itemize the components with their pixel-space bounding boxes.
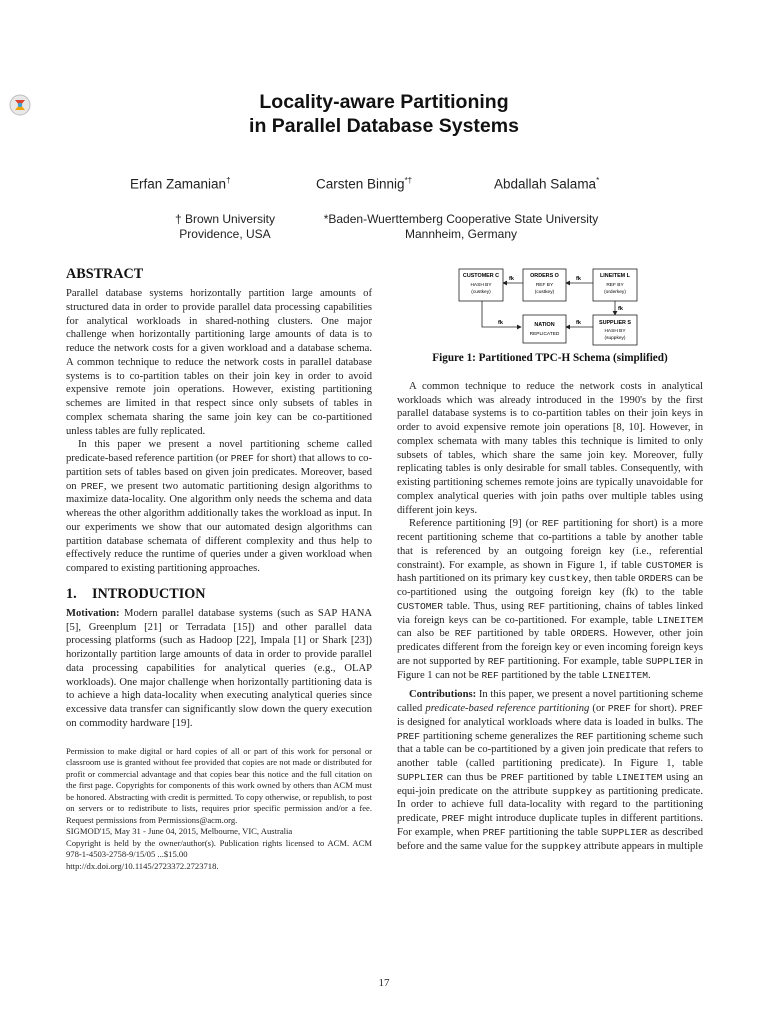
text-run: partitioning scheme such that a table can be co-partitioned by a given join predicate that refers to another table (called partitioning predicate). In Figure 1, table — [397, 730, 704, 769]
edge-label: fk — [618, 306, 623, 312]
left-column — [66, 265, 372, 872]
code-term: PREF — [80, 480, 104, 492]
edge-label: fk — [498, 320, 503, 326]
code-term: suppkey — [540, 840, 582, 852]
box-key: (custkey) — [471, 290, 491, 295]
text-run: might introduce duplicate tuples in different partitions. For example, when — [397, 813, 703, 838]
text-run: as described before and the same value for the — [397, 826, 704, 852]
affiliation-brown — [160, 212, 290, 242]
code-term: PREF — [482, 826, 506, 838]
title-line-2: in Parallel Database Systems — [249, 115, 519, 137]
text-run: in Figure 1 can not be — [397, 655, 704, 681]
text-run: is designed for analytical workloads where data is loaded in bulks. The — [397, 716, 703, 728]
text-run: attribute appears in multiple — [581, 840, 703, 852]
abstract-paragraph-2 — [66, 438, 372, 576]
crossmark-icon — [6, 94, 34, 128]
code-term: REF — [454, 628, 473, 640]
right-paragraph-1: A common technique to reduce the network costs in analytical workloads which was already introduced in the 1990's by the first parallel database systems is to co-partition tables on their join keys in order to avoid expensive remote join operations [8, 10]. However, in complex schemata with many tables this technique is limited to only subsets of tables, which share the same join key. Moreover, fully replicating tables is only desirable for small tables. Consequently, with existing partitioning schemes remote joins are typically unavoidable for complex analytical queries with join paths over multiple tables using different join keys. — [397, 380, 703, 516]
text-run: In this paper, we present a novel partitioning scheme called — [397, 689, 703, 714]
code-term: REF — [481, 669, 499, 681]
code-term: SUPPLIER — [645, 655, 692, 667]
box-rule: REPLICATED — [529, 332, 560, 337]
run-in-heading: Motivation: — [66, 607, 120, 619]
affiliation-line: *Baden-Wuerttemberg Cooperative State University — [323, 212, 599, 226]
author-name: Erfan Zamanian — [130, 176, 227, 192]
code-term: LINEITEM — [601, 669, 649, 681]
text-run: In this paper we present a novel partitioning scheme called predicate-based reference partition (or — [66, 439, 372, 464]
text-run: partitioned by the table — [498, 669, 602, 681]
code-term: LINEITEM — [616, 771, 663, 783]
text-run: partitioning, chains of tables linked via foreign keys can be co-partitioned. For example, table — [397, 600, 703, 626]
edge-label: fk — [576, 320, 581, 326]
section-title: INTRODUCTION — [92, 585, 206, 602]
text-run: as partitioning predicate. In order to achieve full data-locality with regard to the partitioning predicate, — [397, 785, 703, 824]
edge-label: fk — [576, 276, 581, 282]
code-term: REF — [487, 655, 505, 667]
author-2 — [316, 176, 412, 192]
box-lineitem — [593, 269, 637, 301]
text-run: (or — [589, 703, 608, 714]
author-mark: * — [596, 176, 600, 185]
check-for-updates-badge[interactable] — [6, 94, 34, 128]
author-name: Abdallah Salama — [494, 176, 597, 192]
code-term: REF — [541, 518, 560, 530]
text-run: partitioning for short) is a more recent partitioning scheme that co-partitions a table by another table that is referenced by an outgoing foreign key (i.e., referential constraint). For example, as shown in Figure 1, if table — [397, 518, 703, 571]
box-rule: REF BY — [606, 283, 624, 288]
abstract-heading: ABSTRACT — [66, 266, 144, 282]
introduction-heading — [66, 585, 372, 603]
box-title: LINEITEM L — [600, 273, 630, 279]
intro-paragraph-1 — [66, 607, 372, 731]
box-title: SUPPLIER S — [598, 320, 632, 326]
section-number: 1. — [66, 585, 77, 602]
code-term: PREF — [397, 730, 421, 742]
schema-diagram — [397, 268, 703, 350]
box-key: (custkey) — [534, 290, 555, 295]
author-name: Carsten Binnig — [316, 176, 405, 192]
code-term: suppkey — [551, 785, 592, 797]
author-mark: † — [226, 176, 231, 185]
code-term: CUSTOMER — [397, 600, 444, 612]
text-run: partitioned by table — [523, 771, 617, 783]
abstract-paragraph-1: Parallel database systems horizontally partition large amounts of structured data in order to provide parallel data processing capabilities for analytical workloads in shared-nothing clusters. One major challenge when horizontally partitioning large amounts of data is to reduce the network costs for a given workload and a database schema. A common technique to reduce the network costs in parallel database systems is to co-partition tables on their join key in order to avoid expensive remote join operations. However, existing partitioning schemes are limited in that respect since only subsets of tables in complex schemata sharing the same join key can be co-partitioned unless tables are fully replicated. — [66, 288, 372, 437]
footnote-venue: SIGMOD'15, May 31 - June 04, 2015, Melbourne, VIC, Australia — [66, 826, 293, 836]
page-number: 17 — [378, 977, 390, 989]
text-run: partitioning the table — [505, 826, 602, 838]
code-term: LINEITEM — [656, 614, 703, 626]
box-key: (orderkey) — [604, 290, 626, 295]
code-term: SUPPLIER — [601, 826, 648, 838]
author-3 — [494, 176, 599, 192]
box-supplier — [593, 315, 637, 345]
text-run: , we present two automatic partitioning design algorithms to maximize data-locality. One algorithm only needs the schema and data whereas the other algorithm additionally takes the workload as input. In our experiments we show that our automated design algorithms can partition database schemata of different complexity and thus help to effectively reduce the runtime of queries under a given workload when compared to existing partitioning approaches. — [66, 480, 372, 574]
code-term: REF — [576, 730, 594, 742]
right-paragraph-2 — [397, 517, 703, 682]
text-run: can be co-partitioned using the outgoing foreign key (fk) to the table — [397, 573, 704, 598]
permission-footnote — [66, 746, 372, 873]
code-term: PREF — [679, 703, 703, 714]
text-run: for short). — [630, 703, 680, 714]
affiliation-line: † Brown University — [174, 212, 276, 226]
text-run: partitioning scheme generalizes the — [420, 730, 577, 742]
author-list — [0, 176, 768, 196]
box-orders — [523, 269, 566, 301]
edge-label: fk — [509, 276, 514, 282]
code-term: ORDERS — [638, 573, 673, 585]
code-term: CUSTOMER — [645, 559, 692, 571]
code-term: PREF — [607, 703, 631, 714]
right-column — [397, 268, 703, 853]
text-run: table. Thus, using — [443, 600, 528, 612]
affiliation-line: Providence, USA — [179, 227, 271, 241]
footnote-permission: Permission to make digital or hard copies of all or part of this work for personal or classroom use is granted without fee provided that copies are not made or distributed for profit or commercial advantage and that copies bear this notice and the full citation on the first page. Copyrights for components of this work owned by others than ACM must be honored. Abstracting with credit is permitted. To copy otherwise, or republish, to post on servers or to redistribute to lists, requires prior specific permission and/or a fee. Request permissions from Permissions@acm.org. — [66, 745, 372, 825]
text-run: , then table — [588, 573, 639, 585]
title-line-1: Locality-aware Partitioning — [259, 91, 509, 113]
code-term: custkey — [548, 573, 589, 585]
footnote-doi[interactable]: http://dx.doi.org/10.1145/2723372.2723718. — [66, 860, 219, 871]
box-nation — [523, 315, 566, 343]
emphasis: predicate-based reference partitioning — [425, 703, 590, 714]
text-run: . — [648, 669, 651, 681]
right-paragraph-3 — [397, 688, 703, 853]
box-title: NATION — [534, 322, 555, 328]
code-term: REF — [527, 600, 546, 612]
affiliation-line: Mannheim, Germany — [404, 227, 518, 241]
text-run: using an equi-join predicate on the attribute — [397, 771, 703, 797]
box-customer — [459, 269, 503, 301]
text-run: partitioned by table — [472, 628, 571, 640]
text-run: can thus be — [443, 771, 501, 783]
text-run: . However, other join predicates different from the foreign key or even incoming foreign keys are not supported by — [397, 628, 703, 667]
text-run: is hash partitioned on its primary key — [397, 559, 703, 585]
affiliation-dhbw — [296, 212, 626, 242]
box-key: (suppkey) — [604, 336, 626, 341]
code-term: PREF — [230, 453, 254, 464]
author-1 — [130, 176, 231, 192]
box-rule: REF BY — [535, 283, 554, 288]
text-run: partitioning. For example, table — [504, 655, 646, 667]
run-in-heading: Contributions: — [409, 689, 477, 701]
figure-caption: Figure 1: Partitioned TPC-H Schema (simplified) — [432, 352, 668, 364]
box-rule: HASH BY — [604, 329, 626, 334]
code-term: ORDERS — [570, 628, 606, 640]
footnote-copyright: Copyright is held by the owner/author(s). Publication rights licensed to ACM. ACM 978-1-4503-2758-9/15/05 ...$15.00 — [66, 837, 372, 859]
figure-1 — [397, 268, 703, 350]
code-term: PREF — [500, 771, 524, 783]
author-mark: *† — [404, 176, 413, 185]
text-run: Reference partitioning [9] (or — [409, 518, 542, 530]
paper-title — [100, 90, 668, 138]
text-run: can also be — [397, 628, 455, 640]
code-term: PREF — [441, 813, 465, 824]
code-term: SUPPLIER — [397, 771, 444, 783]
text-run: for short) that allows to co-partition sets of tables based on given join predicates. Moreover, based on — [66, 453, 373, 492]
text-run: Modern parallel database systems (such as SAP HANA [5], Greenplum [21] or Terradata [15]) and other parallel data processing platforms (such as Hadoop [22], Impala [1] or Shark [23]) horizontally partition large amounts of data in order to provide parallel data processing capabilities for analytical queries (e.g., OLAP workloads). One major challenge when horizontally partitioning data is to achieve a high data-locality when executing analytical queries since excessive data transfer can significantly slow down the query execution on commodity hardware [19]. — [66, 607, 372, 729]
box-title: CUSTOMER C — [462, 273, 500, 279]
box-rule: HASH BY — [470, 283, 492, 288]
box-title: ORDERS O — [530, 273, 559, 279]
